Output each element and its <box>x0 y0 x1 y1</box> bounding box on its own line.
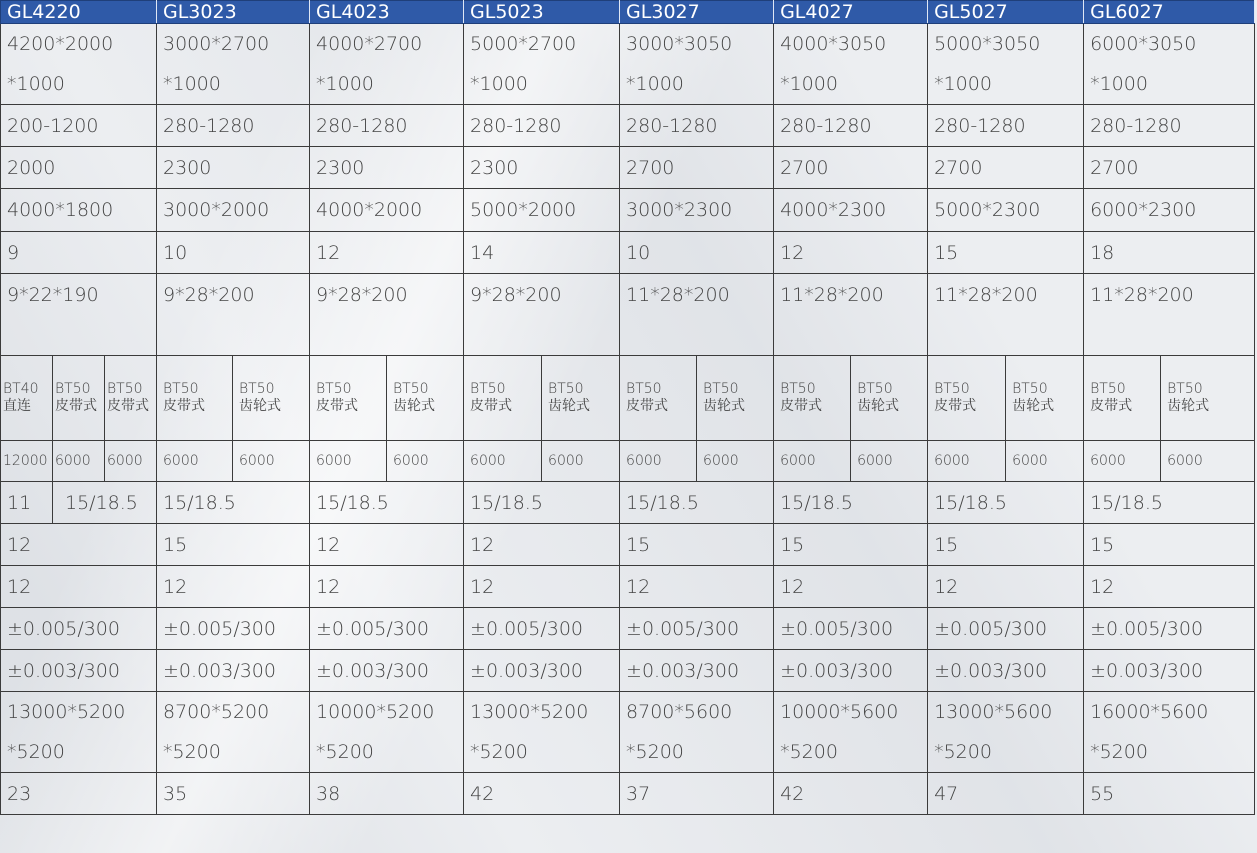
cell-value: 6000 <box>105 441 157 482</box>
spindle-type: BT50 <box>470 381 506 397</box>
cell-value: *5200 <box>780 741 838 763</box>
cell-value: 280-1280 <box>157 105 310 147</box>
spindle-type: BT40 <box>3 381 39 397</box>
cell-value: ±0.005/300 <box>774 608 928 650</box>
cell-value: ±0.003/300 <box>1 650 157 692</box>
cell-value: 13000*5200 <box>7 701 126 723</box>
cell-value: 35 <box>157 773 310 815</box>
cell-value: 18 <box>1084 232 1255 274</box>
cell-value: 15 <box>1084 524 1255 566</box>
cell-value: 280-1280 <box>1084 105 1255 147</box>
spindle-drive: 皮带式 <box>780 398 823 414</box>
cell-value: ±0.005/300 <box>1084 608 1255 650</box>
spindle-drive: 齿轮式 <box>1167 398 1210 414</box>
cell-value: 16000*5600 <box>1090 701 1209 723</box>
model-header: GL4027 <box>774 1 928 24</box>
spindle-drive: 皮带式 <box>55 398 97 414</box>
cell-value: 4000*2000 <box>310 189 464 232</box>
cell-value: 6000 <box>233 441 310 482</box>
cell-value: 12 <box>310 524 464 566</box>
cell-value: ±0.003/300 <box>310 650 464 692</box>
cell-value: 3000*2000 <box>157 189 310 232</box>
cell-value: *1000 <box>470 73 528 95</box>
cell-value: *5200 <box>163 741 221 763</box>
cell-value: 5000*2000 <box>464 189 620 232</box>
spindle-type: BT50 <box>934 381 970 397</box>
cell-value: 12 <box>620 566 774 608</box>
cell-value: 2700 <box>928 147 1084 189</box>
cell-value: 3000*3050 <box>626 33 733 55</box>
table-row <box>1 650 1255 692</box>
spindle-type: BT50 <box>55 381 91 397</box>
cell-value: 5000*3050 <box>934 33 1041 55</box>
cell-value: 15/18.5 <box>1084 482 1255 524</box>
cell-value: ±0.005/300 <box>620 608 774 650</box>
cell-value: 15 <box>928 232 1084 274</box>
model-header: GL3023 <box>157 1 310 24</box>
cell-value: 12 <box>1084 566 1255 608</box>
table-row <box>1 232 1255 274</box>
spindle-type: BT50 <box>107 381 143 397</box>
cell-value: 280-1280 <box>310 105 464 147</box>
cell-value: 12 <box>310 566 464 608</box>
cell-value: 9*28*200 <box>464 274 620 356</box>
table-row <box>1 566 1255 608</box>
cell-value: ±0.003/300 <box>774 650 928 692</box>
cell-value: 6000*2300 <box>1084 189 1255 232</box>
cell-value: 2300 <box>464 147 620 189</box>
cell-value: 15/18.5 <box>774 482 928 524</box>
cell-value: 42 <box>464 773 620 815</box>
cell-value: 15/18.5 <box>620 482 774 524</box>
spindle-type: BT50 <box>1167 381 1203 397</box>
cell-value: 12 <box>464 566 620 608</box>
cell-value: 12 <box>1 524 157 566</box>
spindle-type: BT50 <box>1090 381 1126 397</box>
cell-value: ±0.005/300 <box>1 608 157 650</box>
spindle-type: BT50 <box>780 381 816 397</box>
cell-value: ±0.003/300 <box>928 650 1084 692</box>
cell-value: 15/18.5 <box>310 482 464 524</box>
table-row <box>1 189 1255 232</box>
cell-value: *1000 <box>316 73 374 95</box>
cell-value: 6000 <box>851 441 928 482</box>
table-row <box>1 692 1255 773</box>
table-row <box>1 524 1255 566</box>
cell-value: ±0.005/300 <box>310 608 464 650</box>
table-row <box>1 441 1255 482</box>
cell-value: 11 <box>1 482 53 524</box>
spindle-drive: 皮带式 <box>470 398 513 414</box>
model-header: GL3027 <box>620 1 774 24</box>
table-row <box>1 147 1255 189</box>
cell-value: 13000*5600 <box>934 701 1053 723</box>
cell-value: 12000 <box>1 441 53 482</box>
spindle-type: BT50 <box>163 381 199 397</box>
cell-value: 15 <box>157 524 310 566</box>
cell-value: 15/18.5 <box>53 482 157 524</box>
cell-value: 4000*1800 <box>1 189 157 232</box>
cell-value: 6000 <box>697 441 774 482</box>
table-row <box>1 482 1255 524</box>
cell-value: 38 <box>310 773 464 815</box>
cell-value: 10 <box>620 232 774 274</box>
cell-value: 9*22*190 <box>1 274 157 356</box>
cell-value: 4200*2000 <box>7 33 114 55</box>
cell-value: *1000 <box>626 73 684 95</box>
cell-value: 6000 <box>53 441 105 482</box>
table-row <box>1 608 1255 650</box>
cell-value: 3000*2300 <box>620 189 774 232</box>
cell-value: 15/18.5 <box>928 482 1084 524</box>
spindle-drive: 齿轮式 <box>703 398 746 414</box>
cell-value: 5000*2300 <box>928 189 1084 232</box>
cell-value: 6000 <box>1084 441 1161 482</box>
spindle-type: BT50 <box>393 381 429 397</box>
cell-value: 55 <box>1084 773 1255 815</box>
cell-value: 11*28*200 <box>1084 274 1255 356</box>
spindle-type: BT50 <box>316 381 352 397</box>
cell-value: 280-1280 <box>620 105 774 147</box>
spindle-drive: 皮带式 <box>163 398 205 414</box>
cell-value: ±0.005/300 <box>157 608 310 650</box>
cell-value: 15 <box>928 524 1084 566</box>
cell-value: 6000 <box>620 441 697 482</box>
cell-value: 6000 <box>1161 441 1255 482</box>
cell-value: 12 <box>928 566 1084 608</box>
spindle-drive: 皮带式 <box>934 398 977 414</box>
cell-value: 2700 <box>774 147 928 189</box>
cell-value: 2000 <box>1 147 157 189</box>
cell-value: ±0.003/300 <box>464 650 620 692</box>
cell-value: 4000*3050 <box>780 33 887 55</box>
cell-value: 15 <box>620 524 774 566</box>
cell-value: 6000 <box>542 441 620 482</box>
cell-value: 9*28*200 <box>157 274 310 356</box>
cell-value: 200-1200 <box>1 105 157 147</box>
cell-value: 8700*5200 <box>163 701 270 723</box>
spindle-type: BT50 <box>626 381 662 397</box>
cell-value: 6000 <box>1006 441 1084 482</box>
cell-value: 15/18.5 <box>464 482 620 524</box>
spindle-drive: 皮带式 <box>1090 398 1133 414</box>
spindle-type: BT50 <box>239 381 275 397</box>
cell-value: 12 <box>774 566 928 608</box>
cell-value: *5200 <box>316 741 374 763</box>
cell-value: 15 <box>774 524 928 566</box>
cell-value: 11*28*200 <box>928 274 1084 356</box>
cell-value: 12 <box>1 566 157 608</box>
spindle-drive: 齿轮式 <box>393 398 436 414</box>
cell-value: *1000 <box>934 73 992 95</box>
model-header: GL6027 <box>1084 1 1255 24</box>
table-row <box>1 773 1255 815</box>
cell-value: 47 <box>928 773 1084 815</box>
cell-value: 2300 <box>157 147 310 189</box>
spindle-drive: 皮带式 <box>626 398 669 414</box>
cell-value: *1000 <box>1090 73 1148 95</box>
cell-value: 9 <box>1 232 157 274</box>
cell-value: 280-1280 <box>464 105 620 147</box>
header-row <box>1 1 1255 24</box>
cell-value: 3000*2700 <box>163 33 270 55</box>
cell-value: 4000*2300 <box>774 189 928 232</box>
cell-value: 12 <box>774 232 928 274</box>
cell-value: 9*28*200 <box>310 274 464 356</box>
spindle-drive: 齿轮式 <box>548 398 591 414</box>
cell-value: 6000 <box>774 441 851 482</box>
cell-value: 12 <box>310 232 464 274</box>
cell-value: 11*28*200 <box>774 274 928 356</box>
cell-value: 23 <box>1 773 157 815</box>
cell-value: *5200 <box>1090 741 1148 763</box>
cell-value: 6000 <box>157 441 233 482</box>
cell-value: 37 <box>620 773 774 815</box>
cell-value: 42 <box>774 773 928 815</box>
cell-value: 2700 <box>620 147 774 189</box>
cell-value: 2700 <box>1084 147 1255 189</box>
cell-value: *1000 <box>7 73 65 95</box>
model-header: GL4220 <box>1 1 157 24</box>
table-row <box>1 274 1255 356</box>
cell-value: 6000 <box>928 441 1006 482</box>
cell-value: 10 <box>157 232 310 274</box>
cell-value: ±0.003/300 <box>1084 650 1255 692</box>
cell-value: 2300 <box>310 147 464 189</box>
cell-value: 10000*5600 <box>780 701 899 723</box>
spindle-type: BT50 <box>548 381 584 397</box>
cell-value: 6000 <box>310 441 387 482</box>
cell-value: 12 <box>157 566 310 608</box>
cell-value: 15/18.5 <box>157 482 310 524</box>
spindle-drive: 齿轮式 <box>1012 398 1055 414</box>
cell-value: *5200 <box>626 741 684 763</box>
spindle-type: BT50 <box>857 381 893 397</box>
spindle-drive: 齿轮式 <box>857 398 900 414</box>
spindle-type: BT50 <box>1012 381 1048 397</box>
spindle-type: BT50 <box>703 381 739 397</box>
model-header: GL4023 <box>310 1 464 24</box>
cell-value: 11*28*200 <box>620 274 774 356</box>
cell-value: ±0.005/300 <box>464 608 620 650</box>
cell-value: 6000 <box>464 441 542 482</box>
cell-value: 4000*2700 <box>316 33 423 55</box>
cell-value: *5200 <box>470 741 528 763</box>
cell-value: 5000*2700 <box>470 33 577 55</box>
spindle-drive: 皮带式 <box>107 398 149 414</box>
cell-value: ±0.003/300 <box>157 650 310 692</box>
spindle-drive: 皮带式 <box>316 398 359 414</box>
cell-value: 12 <box>464 524 620 566</box>
cell-value: *1000 <box>780 73 838 95</box>
model-header: GL5027 <box>928 1 1084 24</box>
spindle-drive: 齿轮式 <box>239 398 281 414</box>
table-row <box>1 105 1255 147</box>
table-row <box>1 356 1255 441</box>
model-header: GL5023 <box>464 1 620 24</box>
spindle-drive: 直连 <box>3 398 31 414</box>
table-row <box>1 24 1255 105</box>
cell-value: 8700*5600 <box>626 701 733 723</box>
cell-value: *5200 <box>934 741 992 763</box>
cell-value: *1000 <box>163 73 221 95</box>
cell-value: 10000*5200 <box>316 701 435 723</box>
cell-value: ±0.005/300 <box>928 608 1084 650</box>
cell-value: 280-1280 <box>774 105 928 147</box>
cell-value: 14 <box>464 232 620 274</box>
cell-value: 6000 <box>387 441 464 482</box>
cell-value: 13000*5200 <box>470 701 589 723</box>
cell-value: *5200 <box>7 741 65 763</box>
cell-value: 6000*3050 <box>1090 33 1197 55</box>
cell-value: ±0.003/300 <box>620 650 774 692</box>
cell-value: 280-1280 <box>928 105 1084 147</box>
